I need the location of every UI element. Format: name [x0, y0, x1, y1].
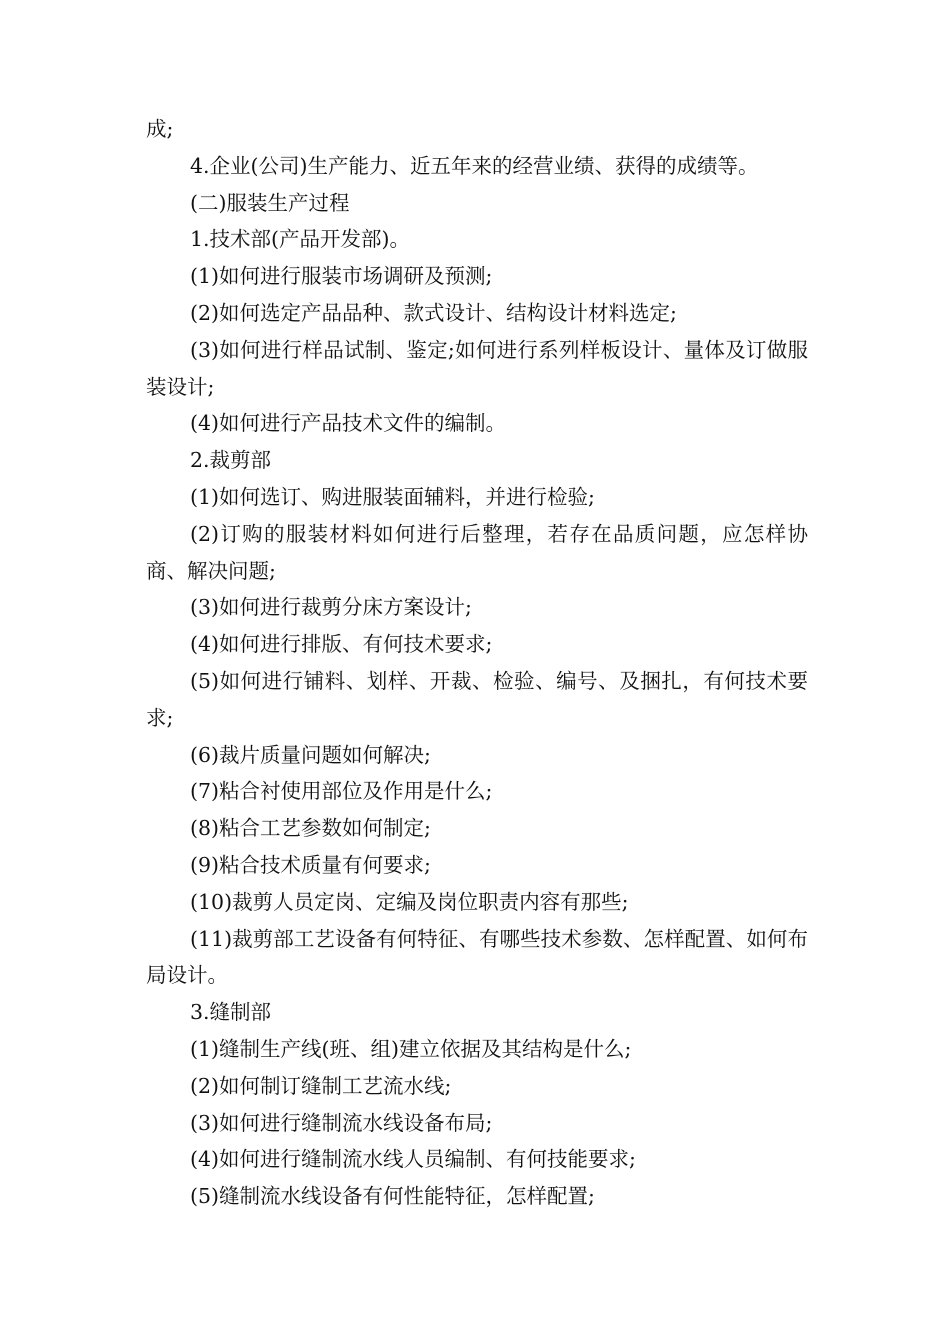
list-item: (2)如何选定产品品种、款式设计、结构设计材料选定; — [190, 300, 677, 325]
section-heading: (二)服装生产过程 — [190, 190, 350, 215]
list-item: (1)如何选订、购进服装面辅料，并进行检验; — [190, 484, 595, 509]
list-item: (4)如何进行排版、有何技术要求; — [190, 632, 493, 657]
list-item: (8)粘合工艺参数如何制定; — [190, 816, 431, 841]
list-item: (4)如何进行产品技术文件的编制。 — [190, 411, 507, 436]
list-item: (5)缝制流水线设备有何性能特征，怎样配置; — [190, 1184, 595, 1209]
paragraph: 4.企业(公司)生产能力、近五年来的经营业绩、获得的成绩等。 — [190, 153, 759, 178]
list-item: (3)如何进行缝制流水线设备布局; — [190, 1110, 493, 1135]
subsection-heading: 3.缝制部 — [190, 1000, 272, 1025]
paragraph: 成; — [146, 117, 174, 141]
list-item: (3)如何进行裁剪分床方案设计; — [190, 595, 472, 620]
list-item: (10)裁剪人员定岗、定编及岗位职责内容有那些; — [190, 889, 629, 914]
subsection-heading: 1.技术部(产品开发部)。 — [190, 227, 411, 252]
list-item: (7)粘合衬使用部位及作用是什么; — [190, 779, 493, 804]
list-item: (1)缝制生产线(班、组)建立依据及其结构是什么; — [190, 1036, 632, 1061]
document-body — [146, 111, 808, 1215]
list-item: (4)如何进行缝制流水线人员编制、有何技能要求; — [190, 1147, 636, 1172]
list-item: (2)订购的服装材料如何进行后整理，若存在品质问题，应怎样协商、解决问题; — [146, 521, 808, 583]
list-item: (11)裁剪部工艺设备有何特征、有哪些技术参数、怎样配置、如何布局设计。 — [146, 926, 808, 988]
list-item: (2)如何制订缝制工艺流水线; — [190, 1073, 452, 1098]
list-item: (6)裁片质量问题如何解决; — [190, 742, 431, 767]
subsection-heading: 2.裁剪部 — [190, 448, 272, 473]
list-item: (5)如何进行铺料、划样、开裁、检验、编号、及捆扎，有何技术要求; — [146, 668, 808, 730]
list-item: (3)如何进行样品试制、鉴定;如何进行系列样板设计、量体及订做服装设计; — [146, 337, 808, 399]
list-item: (9)粘合技术质量有何要求; — [190, 852, 431, 877]
list-item: (1)如何进行服装市场调研及预测; — [190, 264, 493, 289]
